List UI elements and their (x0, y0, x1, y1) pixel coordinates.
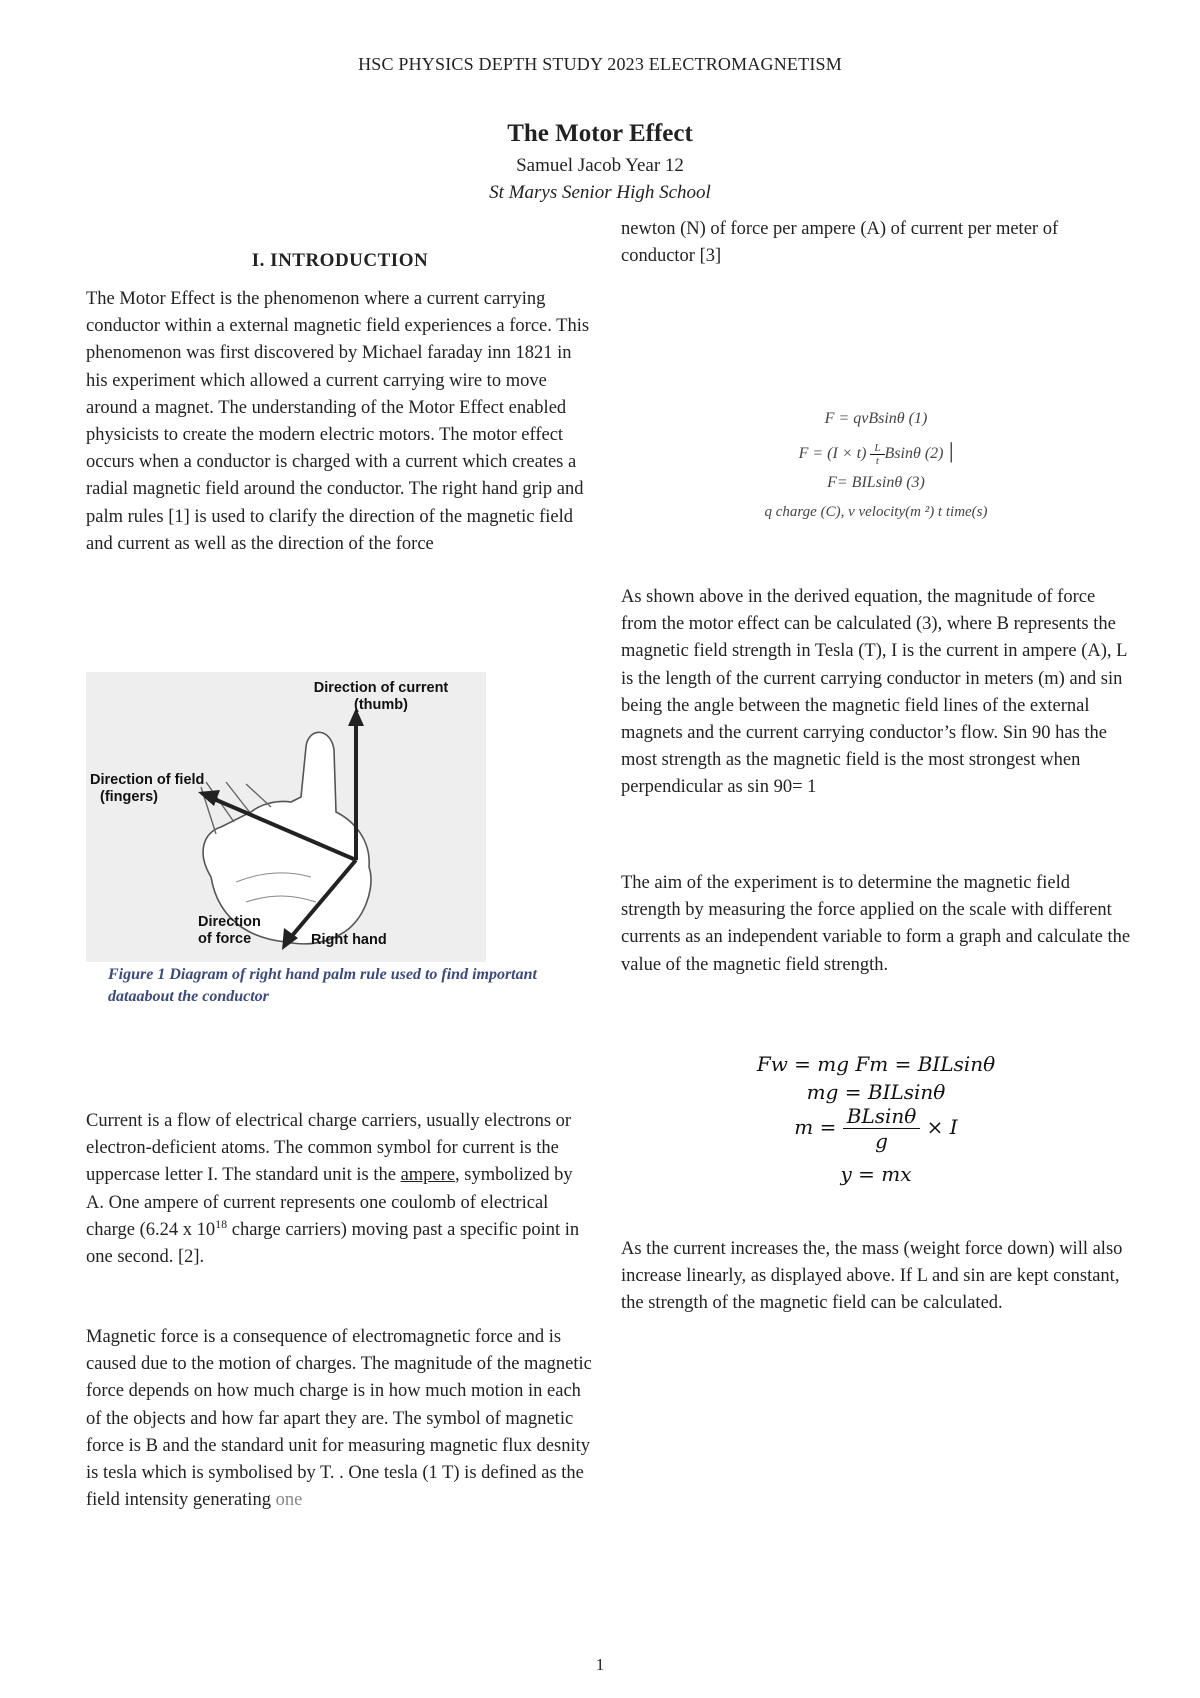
figure-right-hand-rule (86, 672, 486, 962)
eqb3-num: BLsinθ (843, 1104, 921, 1129)
intro-paragraph-1 (86, 286, 594, 558)
equation-b2: mg = BILsinθ (806, 1080, 946, 1104)
eq2-right: Bsinθ (2) (884, 445, 944, 462)
running-header: HSC PHYSICS DEPTH STUDY 2023 ELECTROMAGNETISM (358, 54, 842, 74)
intro-paragraph-2 (86, 1108, 594, 1271)
equation-b3 (621, 1104, 1131, 1153)
equation-3: F= BILsinθ (3) (827, 474, 925, 491)
p2-exponent: 18 (215, 1216, 228, 1231)
conclusion-paragraph (621, 1236, 1131, 1318)
p2-text-c: charge carriers) moving past a specific point in one second. [2]. (86, 1219, 580, 1268)
label-direction-of-force-2: of force (198, 931, 252, 947)
p2-text-b: , symbolized by A. One ampere of current represents one coulomb of electrical charge (6.24 x 10 (86, 1165, 573, 1240)
label-right-hand: Right hand (311, 932, 387, 948)
continuation-text (621, 216, 1131, 270)
conclusion-text: As the current increases the, the mass (weight force down) will also increase linearly, as displayed above. If L and sin are kept constant, the strength of the magnetic field can be calculated. (621, 1239, 1123, 1314)
figure-1-caption: Figure 1 Diagram of right hand palm rule used to find important dataabout the conductor (108, 966, 537, 1005)
aim-text: The aim of the experiment is to determine the magnetic field strength by measuring the force applied on the scale with different currents as an independent variable to form a graph and calculate the value of the magnetic field strength. (621, 873, 1131, 975)
section-heading-introduction: I. INTRODUCTION (251, 250, 429, 271)
eq2-frac-num: L (870, 442, 884, 455)
eq2-frac-den: t (875, 454, 879, 467)
equation-b1: Fw = mg Fm = BILsinθ (756, 1052, 996, 1076)
label-fingers: (fingers) (100, 789, 158, 805)
explanation-paragraph (621, 584, 1131, 802)
equation-2: F = (I × t) $\frac{L}{t}$ Bsinθ (2) | (798, 438, 954, 467)
label-direction-of-field: Direction of field (90, 772, 205, 788)
eqb3-den: g (875, 1129, 888, 1153)
eq2-left: F = (I × t) (798, 445, 867, 462)
equation-b4: y = mx (840, 1162, 912, 1186)
intro-p1-text: The Motor Effect is the phenomenon where a current carrying conductor within a external magnetic field experiences a force. This phenomenon was first discovered by Michael faraday inn 1821 in his experiment which allowed a current carrying wire to move around a magnet. The understanding of the Motor Effect enabled physicists to create the modern electric motors. The motor effect occurs when a conductor is charged with a current which creates a radial magnetic field around the conductor. The right hand grip and palm rules [1] is used to clarify the direction of the magnetic field and current as well as the direction of the force (86, 289, 590, 554)
eq2-fraction (870, 442, 884, 467)
paper-title: The Motor Effect (507, 120, 693, 147)
author-line: Samuel Jacob Year 12 (516, 155, 684, 176)
field-arrowhead (198, 790, 220, 806)
eqb3-fraction (843, 1104, 921, 1153)
affiliation: St Marys Senior High School (489, 182, 711, 203)
explanation-text: As shown above in the derived equation, the magnitude of force from the motor effect can be calculated (3), where B represents the magnetic field strength in Tesla (T), I is the current in ampere (A), L is the length of the current carrying conductor in meters (m) and sin being the angle between the magnetic field lines of the external magnets and the current carrying conductor’s flow. Sin 90 has the most strength as the magnetic field is the most strongest when perpendicular as sin 90= 1 (621, 587, 1127, 798)
page-number: 1 (595, 1655, 605, 1674)
label-direction-of-current: Direction of current (313, 680, 449, 696)
right-hand-diagram (86, 672, 486, 962)
intro-paragraph-3 (86, 1324, 594, 1514)
p3-text: Magnetic force is a consequence of electromagnetic force and is caused due to the motion of charges. The magnitude of the magnetic force depends on how much charge is in how much motion in each of the objects and how far apart they are. The symbol of magnetic force is B and the standard unit for measuring magnetic flux desnity is tesla which is symbolised by T. . One tesla (1 T) is defined as the field intensity generating (86, 1327, 592, 1511)
p2-text-a: Current is a flow of electrical charge carriers, usually electrons or electron-deficient atoms. The common symbol for current is the uppercase letter I. The standard unit is the (86, 1111, 572, 1186)
equation-legend: q charge (C), v velocity(m ²) t time(s) (764, 504, 988, 520)
ampere-link[interactable]: ampere (400, 1165, 456, 1186)
eqb3-lhs: m = (794, 1115, 837, 1139)
eqb3-rhs: × I (926, 1115, 958, 1139)
label-direction-of-force-1: Direction (198, 914, 261, 930)
aim-paragraph (621, 870, 1131, 979)
p3-grey-word: one (275, 1490, 303, 1511)
continuation-para: newton (N) of force per ampere (A) of current per meter of conductor [3] (621, 219, 1059, 267)
label-thumb: (thumb) (354, 697, 408, 713)
equation-1: F = qvBsinθ (1) (824, 410, 928, 427)
hand-outline (203, 732, 371, 944)
